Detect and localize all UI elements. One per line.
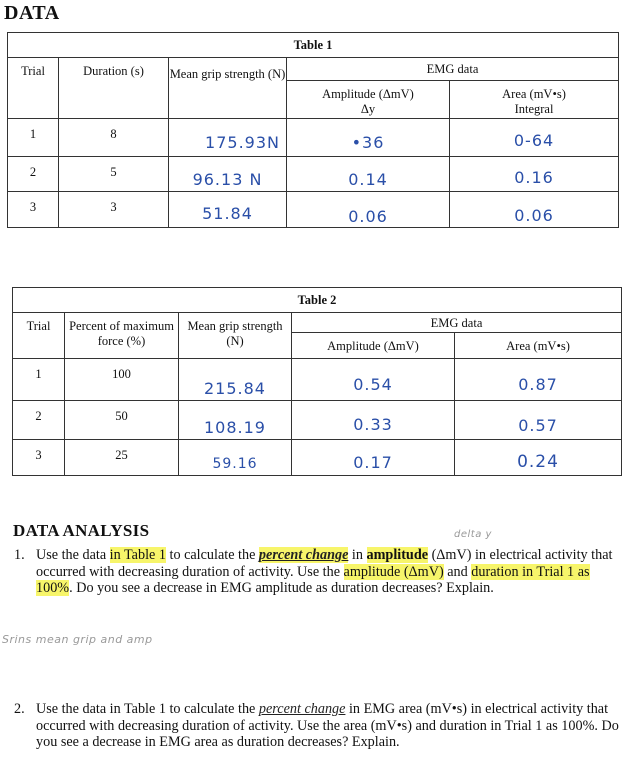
t2-r1-grip: 215.84 [204, 379, 266, 398]
t1-r3-amp-cell [287, 192, 450, 228]
q2-number: 2. [14, 701, 25, 717]
analysis-title: DATA ANALYSIS [13, 521, 150, 540]
t1-header-grip: Mean grip strength (N) [169, 58, 287, 119]
t2-header-grip: Mean grip strength (N) [179, 313, 292, 359]
t2-header-trial: Trial [13, 313, 65, 359]
t1-r3-area: 0.06 [514, 206, 554, 225]
t2-header-amplitude: Amplitude (ΔmV) [292, 333, 455, 359]
t1-r1-amplitude: •36 [351, 133, 385, 152]
q1-text-2: to calculate the [165, 547, 259, 563]
q1-highlight-amplitude-unit: amplitude (ΔmV) [343, 563, 444, 580]
t2-r3-area: 0.24 [517, 452, 559, 472]
t1-r1-area: 0-64 [513, 131, 555, 150]
t1-r3-grip-cell [169, 192, 287, 228]
t2-r2-amp-cell [292, 401, 455, 440]
t1-r2-grip: 96.13 N [192, 170, 263, 189]
handwritten-note-delta: delta y [454, 529, 492, 540]
q2-text-2: in EMG area (mV•s) in electrical activity that occurred with decreasing duration of activity. Use the area (mV•s) and duration in Trial 1 as 100%. Do you see a decrease in EMG area as duration decreases? Explain. [36, 701, 619, 750]
t2-r3-grip: 59.16 [212, 456, 258, 472]
q1-number: 1. [14, 547, 25, 563]
q1-text-1: Use the data [36, 547, 110, 563]
q1-text-5: and [443, 563, 472, 580]
t2-r1-grip-cell [179, 359, 292, 401]
t1-r1-grip-cell [169, 119, 287, 157]
q1-highlight-table: in Table 1 [109, 547, 166, 563]
t1-header-duration: Duration (s) [59, 58, 169, 119]
t1-r1-area-cell [450, 119, 619, 157]
t1-r2-trial: 2 [8, 157, 59, 192]
q1-text-6: . Do you see a decrease in EMG amplitude as duration decreases? Explain. [69, 580, 494, 596]
table-1 [7, 32, 619, 228]
table-1-caption: Table 1 [8, 33, 619, 58]
t2-r3-percent: 25 [65, 440, 179, 476]
handwritten-note-pencil: Srins mean grip and amp [2, 633, 153, 646]
t1-r2-area-cell [450, 157, 619, 192]
t1-r3-area-cell [450, 192, 619, 228]
t2-r1-area-cell [455, 359, 622, 401]
q1-text-4: (ΔmV) in electrical activity that occurred with decreasing duration of activity. Use the [36, 547, 613, 580]
table-row [8, 192, 619, 228]
t1-header-amplitude [287, 81, 450, 119]
t1-r2-duration: 5 [59, 157, 169, 192]
t2-r2-amplitude: 0.33 [353, 415, 393, 434]
t1-r1-grip: 175.93N [205, 133, 280, 152]
q2-percent-change: percent change [258, 701, 346, 717]
data-heading: DATA [4, 2, 60, 24]
question-2 [14, 701, 624, 751]
t1-r3-duration: 3 [59, 192, 169, 228]
t1-area-label: Area (mV•s) [502, 87, 566, 101]
t2-r2-grip: 108.19 [204, 418, 266, 437]
table-2-caption: Table 2 [13, 288, 622, 313]
t1-r2-area: 0.16 [514, 168, 554, 187]
table-row [13, 401, 622, 440]
t1-amplitude-label: Amplitude (ΔmV) [322, 87, 414, 101]
t2-r2-area-cell [455, 401, 622, 440]
question-1 [14, 547, 624, 597]
q1-percent-change: percent change [258, 547, 349, 563]
t1-r3-grip: 51.84 [202, 204, 253, 223]
t1-r1-amp-cell [287, 119, 450, 157]
t2-r1-amplitude: 0.54 [353, 375, 393, 394]
t2-r1-percent: 100 [65, 359, 179, 401]
t2-r3-trial: 3 [13, 440, 65, 476]
t1-r2-amplitude: 0.14 [348, 170, 388, 189]
t1-header-area [450, 81, 619, 119]
table-row [8, 119, 619, 157]
q1-highlight-amplitude: amplitude [366, 547, 429, 563]
t1-r1-duration: 8 [59, 119, 169, 157]
t1-r3-trial: 3 [8, 192, 59, 228]
table-row [8, 157, 619, 192]
t1-r2-grip-cell [169, 157, 287, 192]
t2-r3-amp-cell [292, 440, 455, 476]
q2-text-1: Use the data in Table 1 to calculate the [36, 701, 259, 717]
t2-r1-area: 0.87 [518, 375, 558, 394]
t1-r2-amp-cell [287, 157, 450, 192]
t2-r2-percent: 50 [65, 401, 179, 440]
t2-r1-trial: 1 [13, 359, 65, 401]
t1-amplitude-sub: Δy [360, 102, 376, 116]
t2-r3-area-cell [455, 440, 622, 476]
q2-text [36, 701, 624, 751]
t2-r3-grip-cell [179, 440, 292, 476]
table-row [13, 440, 622, 476]
table-2 [12, 287, 622, 476]
q1-text [36, 547, 624, 597]
t2-r3-amplitude: 0.17 [353, 453, 393, 472]
t1-r3-amplitude: 0.06 [348, 207, 388, 226]
q1-highlight-duration: duration in Trial 1 as 100% [36, 563, 590, 596]
t2-header-area: Area (mV•s) [455, 333, 622, 359]
t2-header-percent: Percent of maximum force (%) [65, 313, 179, 359]
t1-header-emg: EMG data [287, 58, 619, 81]
t2-r1-amp-cell [292, 359, 455, 401]
t2-r2-trial: 2 [13, 401, 65, 440]
t1-area-sub: Integral [514, 102, 554, 116]
t2-r2-area: 0.57 [518, 416, 558, 435]
t1-r1-trial: 1 [8, 119, 59, 157]
t2-header-emg: EMG data [292, 313, 622, 333]
q1-text-3: in [348, 547, 367, 563]
table-row [13, 359, 622, 401]
t1-header-trial: Trial [8, 58, 59, 119]
t2-r2-grip-cell [179, 401, 292, 440]
